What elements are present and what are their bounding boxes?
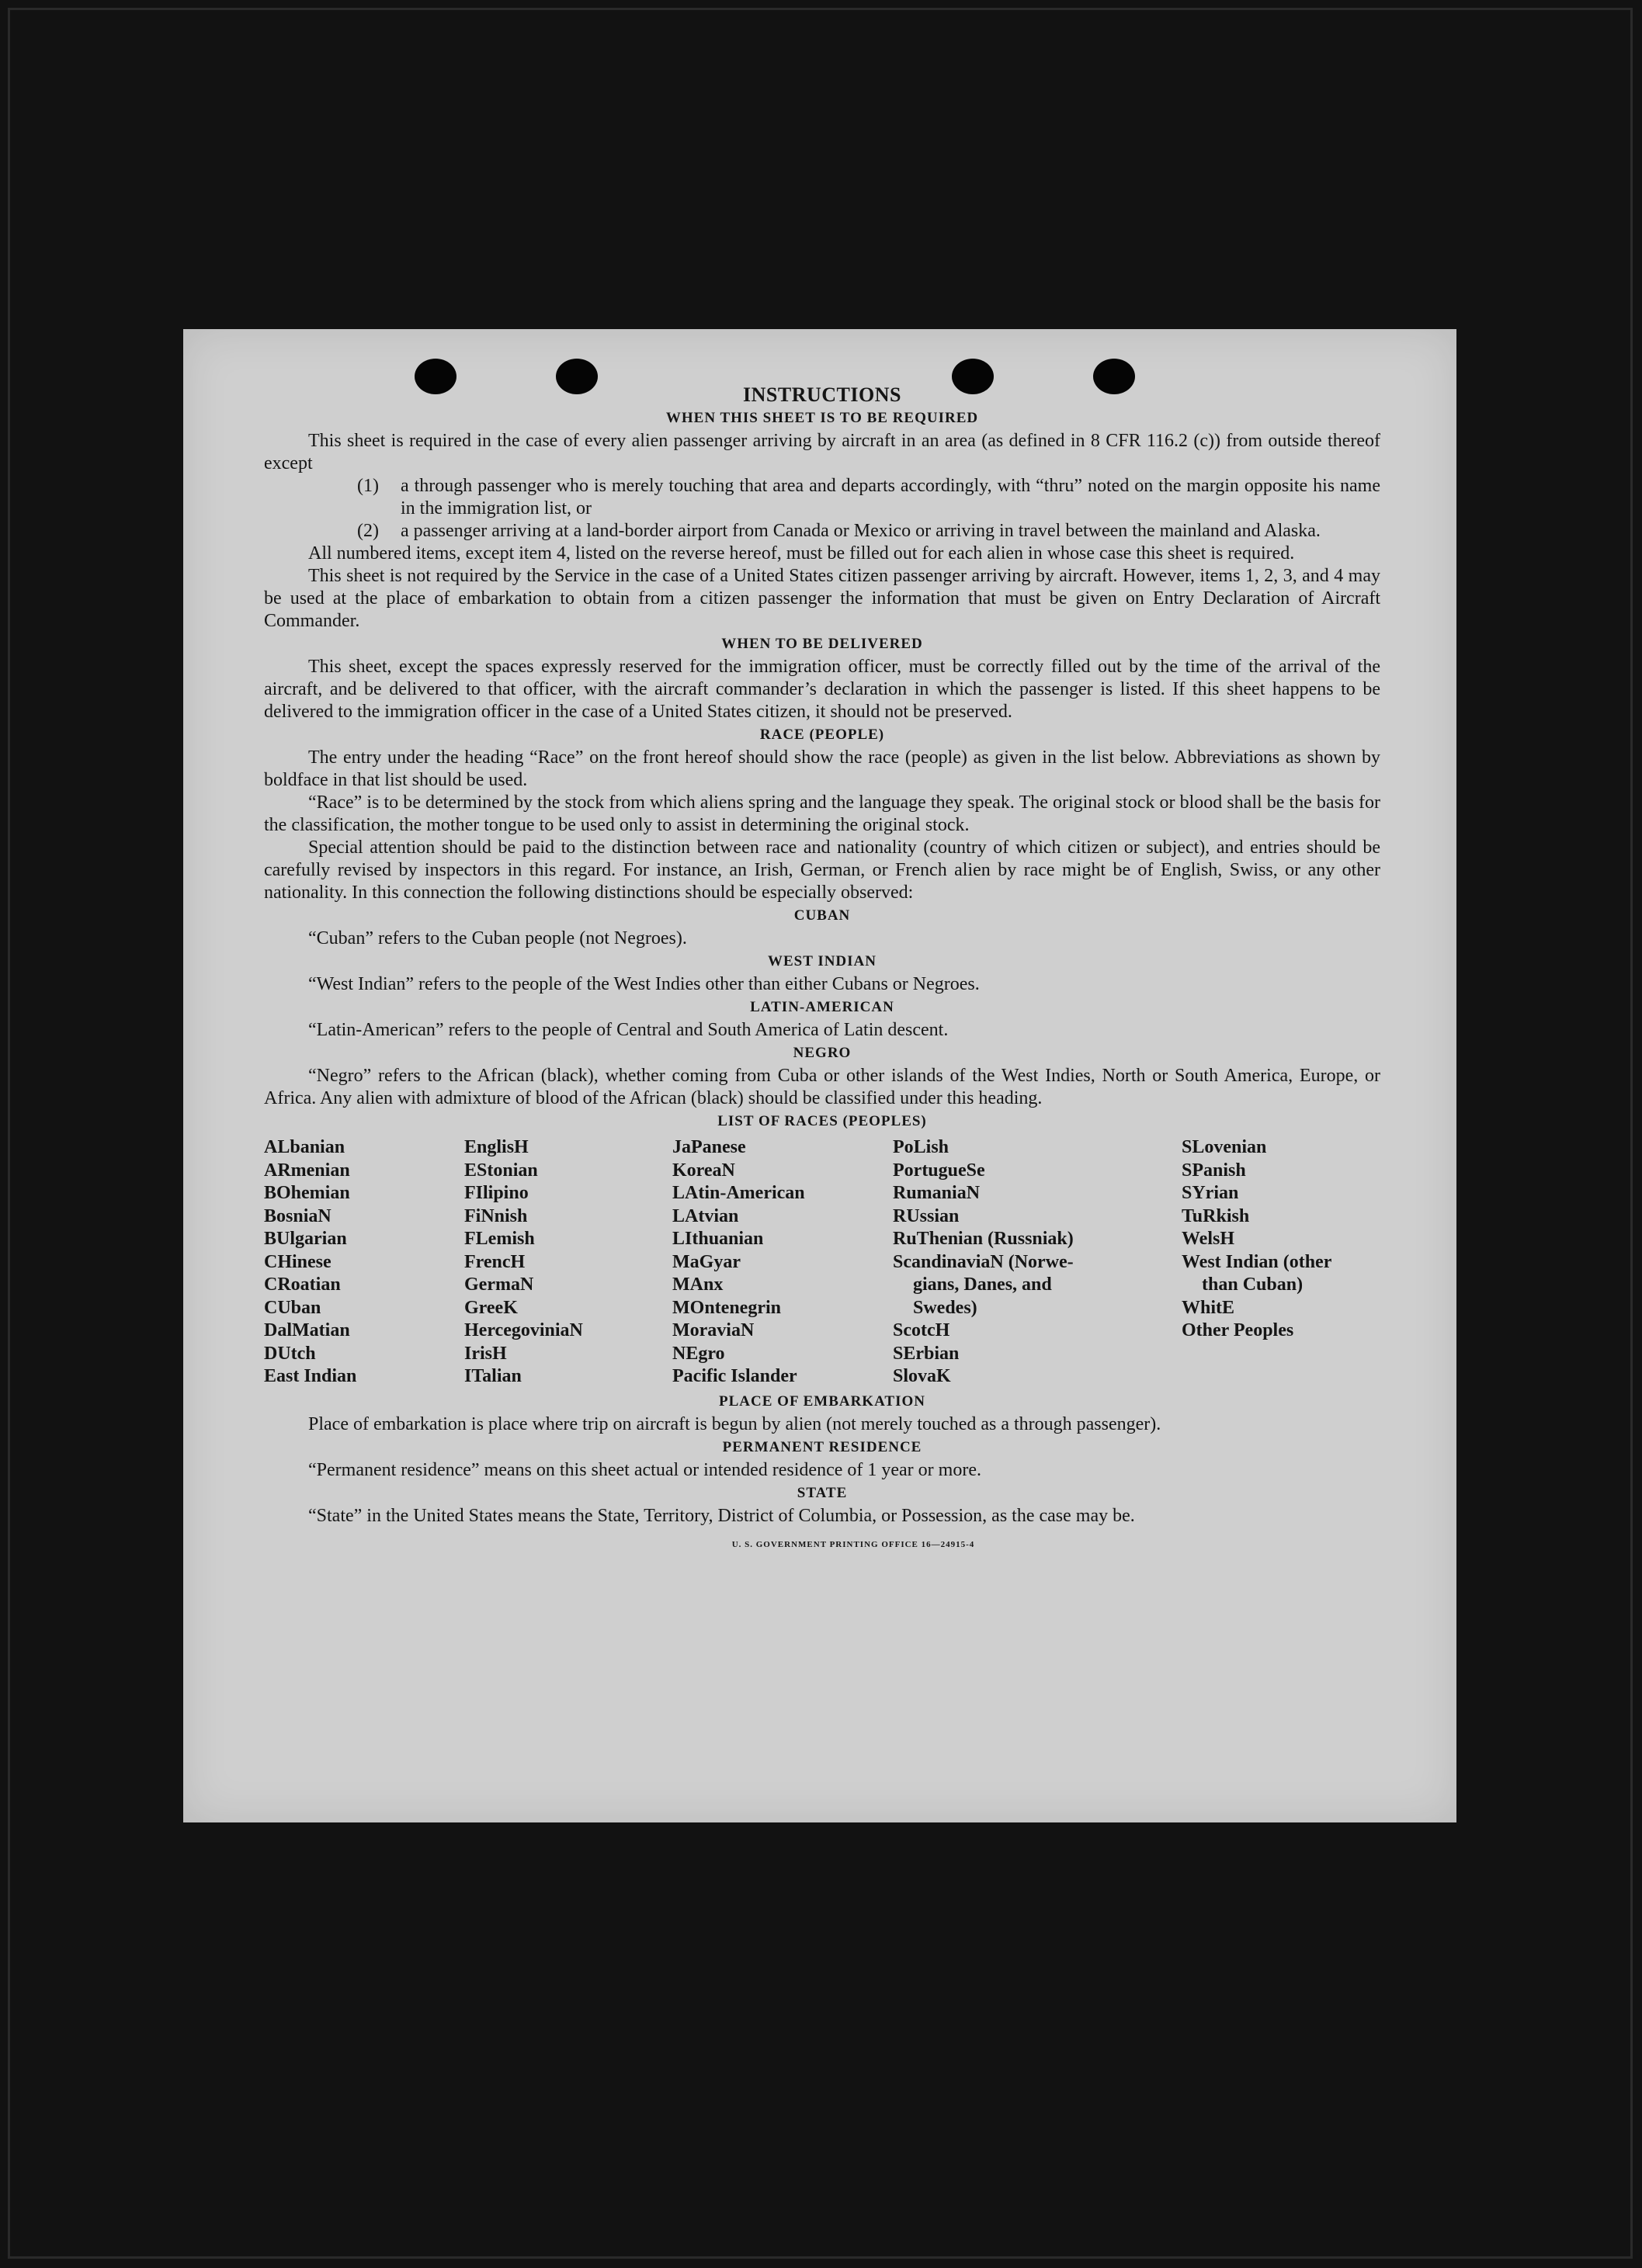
races-column <box>672 1136 893 1389</box>
races-list <box>264 1136 1380 1389</box>
race-entry: LAtvian <box>672 1205 739 1226</box>
race-entry: BOhemian <box>264 1183 350 1203</box>
race-entry: WhitE <box>1182 1297 1235 1318</box>
race-entry: SPanish <box>1182 1160 1246 1181</box>
race-entry: SLovenian <box>1182 1137 1267 1157</box>
paragraph-west-indian: “West Indian” refers to the people of the West Indies other than either Cubans or Negroes. <box>308 974 980 994</box>
race-entry: MAnx <box>672 1274 724 1295</box>
race-entry: LAtin-American <box>672 1183 805 1203</box>
heading-latin-american: LATIN-AMERICAN <box>750 999 894 1015</box>
races-column <box>264 1136 464 1389</box>
race-entry: than Cuban) <box>1202 1274 1304 1295</box>
paragraph-race-1: The entry under the heading “Race” on the front hereof should show the race (people) as given in the list below. Abbreviations as shown by boldface in that list should be used. <box>264 747 1380 790</box>
race-entry: SlovaK <box>893 1366 951 1386</box>
races-column <box>893 1136 1182 1389</box>
race-entry: DalMatian <box>264 1320 350 1340</box>
race-entry: West Indian (other <box>1182 1251 1332 1272</box>
item-number: (2) <box>357 521 379 541</box>
item-number: (1) <box>357 476 379 496</box>
race-entry: LIthuanian <box>672 1229 764 1249</box>
race-entry: RumaniaN <box>893 1183 981 1203</box>
race-entry: MaGyar <box>672 1251 741 1272</box>
punch-hole <box>556 359 598 394</box>
race-entry: JaPanese <box>672 1137 746 1157</box>
paragraph-citizen: This sheet is not required by the Service in the case of a United States citizen passenger arriving by aircraft. However, items 1, 2, 3, and 4 may be used at the place of embarkation to obtain from a citizen passenger the information that must be given on Entry Declaration of Aircraft Commander. <box>264 566 1380 631</box>
race-entry: GreeK <box>464 1297 518 1318</box>
paragraph-race-2: “Race” is to be determined by the stock from which aliens spring and the language they speak. The original stock or blood shall be the basis for the classification, the mother tongue to be used only to assist in determining the original stock. <box>264 792 1380 835</box>
paragraph-residence: “Permanent residence” means on this sheet actual or intended residence of 1 year or more. <box>308 1459 981 1480</box>
exception-item <box>264 520 1380 543</box>
item-text: a through passenger who is merely touching that area and departs accordingly, with “thru” noted on the margin opposite his name in the immigration list, or <box>401 476 1380 518</box>
race-entry: RUssian <box>893 1205 960 1226</box>
race-entry: SYrian <box>1182 1183 1239 1203</box>
paragraph-negro: “Negro” refers to the African (black), whether coming from Cuba or other islands of the West Indies, North or South America, Europe, or Africa. Any alien with admixture of blood of the African (black) should be classified under this heading. <box>264 1066 1380 1108</box>
race-entry: MoraviaN <box>672 1320 755 1340</box>
race-entry: WelsH <box>1182 1229 1235 1249</box>
race-entry: Pacific Islander <box>672 1366 797 1386</box>
page-title: INSTRUCTIONS <box>743 383 901 406</box>
paragraph-cuban: “Cuban” refers to the Cuban people (not Negroes). <box>308 928 687 948</box>
race-entry: KoreaN <box>672 1160 735 1181</box>
races-column <box>1182 1136 1380 1389</box>
paragraph-required-intro: This sheet is required in the case of every alien passenger arriving by aircraft in an area (as defined in 8 CFR 116.2 (c)) from outside thereof except <box>264 431 1380 473</box>
document-sheet <box>183 329 1456 1822</box>
race-entry: Other Peoples <box>1182 1320 1294 1340</box>
race-entry: BosniaN <box>264 1205 332 1226</box>
exception-item <box>264 475 1380 520</box>
race-entry: HercegoviniaN <box>464 1320 583 1340</box>
heading-when-required: WHEN THIS SHEET IS TO BE REQUIRED <box>665 410 979 426</box>
race-entry: TuRkish <box>1182 1205 1250 1226</box>
race-entry: gians, Danes, and <box>913 1274 1052 1295</box>
races-column <box>464 1136 672 1389</box>
race-entry: ScotcH <box>893 1320 950 1340</box>
race-entry: MOntenegrin <box>672 1297 781 1318</box>
heading-negro: NEGRO <box>793 1045 852 1061</box>
heading-west-indian: WEST INDIAN <box>768 953 877 969</box>
race-entry: RuThenian (Russniak) <box>893 1229 1074 1249</box>
heading-state: STATE <box>797 1484 848 1501</box>
punch-hole <box>952 359 994 394</box>
race-entry: EnglisH <box>464 1137 529 1157</box>
paragraph-embarkation: Place of embarkation is place where trip on aircraft is begun by alien (not merely touched as a through passenger). <box>308 1413 1161 1434</box>
printing-office-footer: U. S. GOVERNMENT PRINTING OFFICE 16—24915-4 <box>731 1539 975 1549</box>
race-entry: DUtch <box>264 1343 316 1364</box>
race-entry: FIlipino <box>464 1183 529 1203</box>
race-entry: PortugueSe <box>893 1160 985 1181</box>
race-entry: ITalian <box>464 1366 522 1386</box>
race-entry: PoLish <box>893 1137 949 1157</box>
race-entry: CRoatian <box>264 1274 341 1295</box>
race-entry: ScandinaviaN (Norwe- <box>893 1251 1074 1272</box>
race-entry: FLemish <box>464 1229 535 1249</box>
race-entry: East Indian <box>264 1366 357 1386</box>
race-entry: FrencH <box>464 1251 526 1272</box>
race-entry: FiNnish <box>464 1205 528 1226</box>
race-entry: SErbian <box>893 1343 960 1364</box>
item-text: a passenger arriving at a land-border airport from Canada or Mexico or arriving in travel between the mainland and Alaska. <box>401 521 1321 541</box>
race-entry: NEgro <box>672 1343 725 1364</box>
race-entry: GermaN <box>464 1274 534 1295</box>
race-entry: CHinese <box>264 1251 332 1272</box>
race-entry: BUlgarian <box>264 1229 347 1249</box>
race-entry: ALbanian <box>264 1137 345 1157</box>
heading-cuban: CUBAN <box>793 907 851 924</box>
paragraph-numbered-items: All numbered items, except item 4, listed on the reverse hereof, must be filled out for each alien in whose case this sheet is required. <box>308 543 1295 564</box>
paragraph-delivered: This sheet, except the spaces expressly reserved for the immigration officer, must be correctly filled out by the time of the arrival of the aircraft, and be delivered to that officer, with the aircraft commander’s declaration in which the passenger is listed. If this sheet happens to be delivered to the immigration officer in the case of a United States citizen, it should not be preserved. <box>264 657 1380 722</box>
heading-when-delivered: WHEN TO BE DELIVERED <box>721 636 923 652</box>
heading-race: RACE (PEOPLE) <box>759 727 885 743</box>
heading-list-of-races: LIST OF RACES (PEOPLES) <box>717 1113 927 1129</box>
race-entry: Swedes) <box>913 1297 977 1318</box>
paragraph-state: “State” in the United States means the State, Territory, District of Columbia, or Possession, as the case may be. <box>308 1505 1135 1526</box>
paragraph-latin-american: “Latin-American” refers to the people of Central and South America of Latin descent. <box>308 1020 949 1040</box>
race-entry: CUban <box>264 1297 321 1318</box>
punch-hole <box>415 359 456 394</box>
race-entry: EStonian <box>464 1160 538 1181</box>
race-entry: ARmenian <box>264 1160 350 1181</box>
heading-embarkation: PLACE OF EMBARKATION <box>719 1392 925 1410</box>
race-entry: IrisH <box>464 1343 507 1364</box>
heading-residence: PERMANENT RESIDENCE <box>722 1438 922 1455</box>
punch-hole <box>1093 359 1135 394</box>
paragraph-race-3: Special attention should be paid to the distinction between race and nationality (country of which citizen or subject), and entries should be carefully revised by inspectors in this regard. For instance, an Irish, German, or French alien by race might be of English, Swiss, or any other nationality. In this connection the following distinctions should be especially observed: <box>264 837 1380 903</box>
